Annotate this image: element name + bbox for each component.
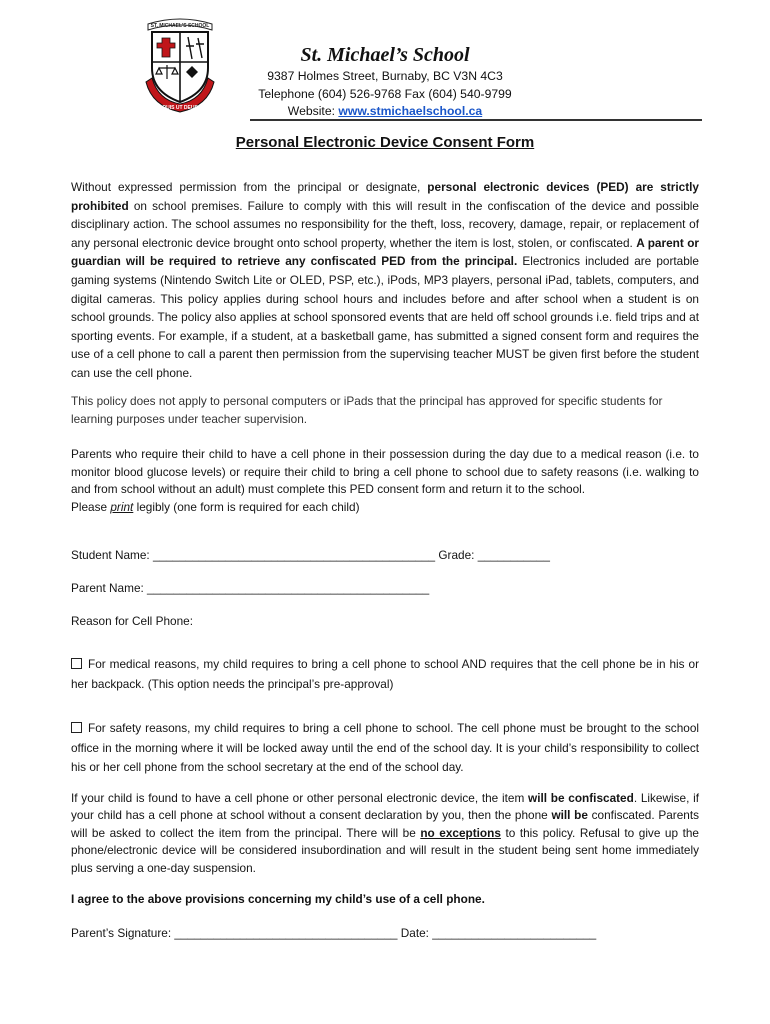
reason-label: Reason for Cell Phone:	[71, 614, 193, 628]
confiscation-text-2: . Likewise, if your child has a cell phone at school without a consent declaration by you, then the phone	[71, 791, 699, 823]
policy-bold-text: personal electronic devices (PED) are strictly prohibited	[71, 180, 699, 213]
please-text: Please	[71, 499, 111, 514]
website-label: Website:	[287, 104, 339, 118]
school-address: 9387 Holmes Street, Burnaby, BC V3N 4C3	[267, 69, 503, 83]
school-website	[250, 104, 520, 118]
school-phone: Telephone (604) 526-9768 Fax (604) 540-9799	[258, 87, 512, 101]
confiscation-paragraph	[71, 790, 699, 877]
header-divider	[250, 119, 702, 121]
website-link[interactable]: www.stmichaelschool.ca	[338, 104, 483, 118]
svg-text:QUIS UT DEUS: QUIS UT DEUS	[162, 105, 198, 111]
student-name-field[interactable]: Student Name: ___________________________________________ Grade: ___________	[71, 548, 550, 562]
agreement-statement: I agree to the above provisions concerning my child’s use of a cell phone.	[71, 892, 485, 906]
policy-text-2: on school premises. Failure to comply with this will result in the confiscation of the device and possible disciplinary action. The school assumes no responsibility for the theft, loss, recovery, damage, repair, or replacement of any personal electronic device brought onto school property, whether the item is lost, stolen, or confiscated.	[71, 198, 699, 250]
confiscated-bold: will be confiscated	[528, 791, 634, 805]
policy-text: Without expressed permission from the principal or designate,	[71, 180, 428, 194]
option-safety	[71, 719, 699, 778]
medical-checkbox[interactable]	[71, 658, 82, 669]
print-text: print	[110, 499, 134, 514]
option-safety-text: For safety reasons, my child requires to bring a cell phone to school. The cell phone must be brought to the school office in the morning where it will be locked away until the end of the school day. It is your child’s responsibility to collect his or her cell phone from the school secretary at the end of the school day.	[71, 721, 699, 775]
parent-name-field[interactable]: Parent Name: ___________________________________________	[71, 581, 430, 595]
safety-checkbox[interactable]	[71, 722, 82, 733]
form-title: Personal Electronic Device Consent Form	[235, 134, 535, 151]
parents-paragraph	[71, 446, 699, 516]
confiscation-text: If your child is found to have a cell phone or other personal electronic device, the item	[71, 791, 529, 805]
no-exceptions-text: no exceptions	[420, 825, 501, 840]
exception-paragraph: This policy does not apply to personal computers or iPads that the principal has approved for specific students for learning purposes under teacher supervision.	[71, 394, 663, 426]
retrieval-rule: A parent or guardian will be required to retrieve any confiscated PED from the principal.	[71, 235, 699, 269]
option-medical	[71, 655, 699, 694]
policy-paragraph	[71, 178, 699, 383]
please-rest-text: legibly (one form is required for each child)	[133, 499, 360, 514]
signature-date-field[interactable]: Parent’s Signature: __________________________________ Date: _________________________	[71, 926, 597, 940]
confiscation-text-3: confiscated. Parents will be asked to collect the item from the principal. There will be	[71, 808, 699, 840]
svg-text:ST. MICHAEL'S SCHOOL: ST. MICHAEL'S SCHOOL	[150, 23, 210, 29]
school-name: St. Michael’s School	[300, 44, 470, 66]
option-medical-text: For medical reasons, my child requires to bring a cell phone to school AND requires that the cell phone be in his or her backpack. (This option needs the principal’s pre-approval)	[71, 657, 699, 691]
parents-text: Parents who require their child to have a cell phone in their possession during the day due to a medical reason (i.e. to monitor blood glucose levels) or require their child to bring a cell phone to school due to safety reasons (i.e. walking to and from school without an adult) must complete this PED consent form and return it to the school.	[71, 447, 699, 497]
school-crest-logo	[142, 16, 218, 116]
policy-text-3: Electronics included are portable gaming systems (Nintendo Switch Lite or OLED, PSP, etc.), iPods, MP3 players, personal iPad, tablets, computers, and digital cameras. This policy applies during school hours and includes before and after school when a student is on school grounds. The policy also applies at school sponsored events that are held off school grounds i.e. field trips and at sporting events. For example, if a student, at a basketball game, has submitted a signed consent form and requires the use of a cell phone to call a parent then permission from the supervising teacher MUST be given first before the student can use the cell phone.	[71, 254, 699, 380]
will-be-bold: will be	[551, 808, 588, 823]
confiscation-text-4: to this policy. Refusal to give up the phone/electronic device will be considered insubordination and will result in the student being sent home immediately plus serving a one-day suspension.	[71, 825, 699, 875]
